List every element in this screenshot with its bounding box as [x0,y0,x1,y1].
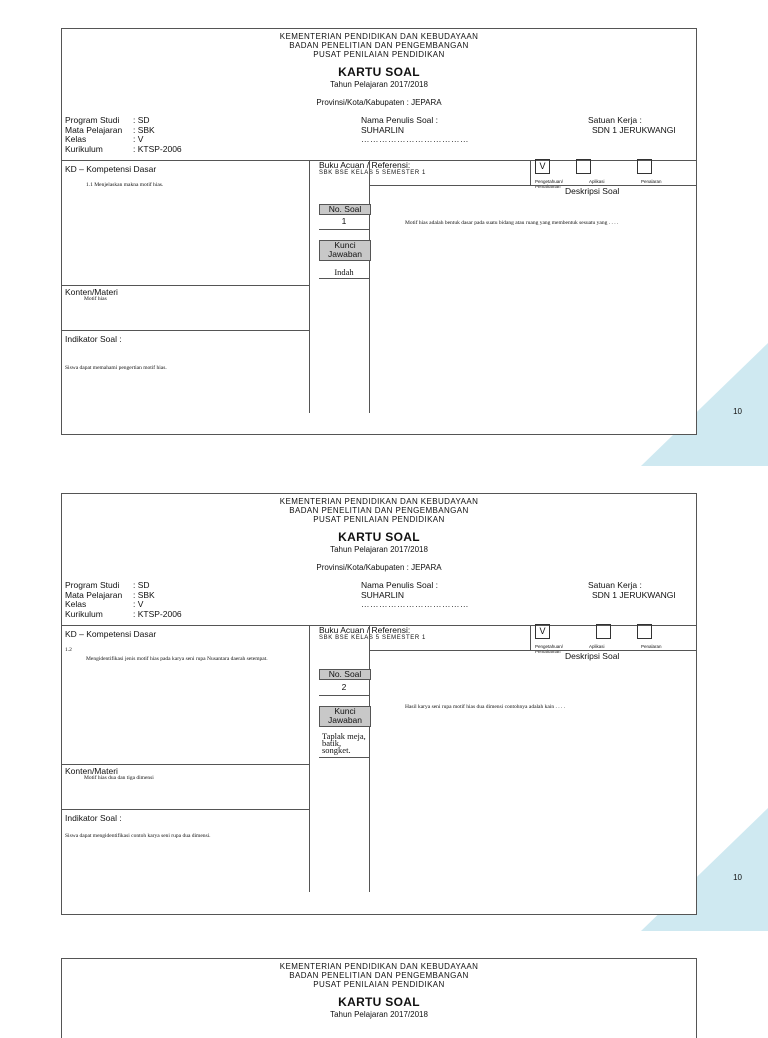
rule [319,278,369,279]
question-card [61,28,697,435]
question-number: 1 [341,216,347,226]
school-year: Tahun Pelajaran 2017/2018 [330,80,428,89]
checkbox-penalaran[interactable] [637,624,652,639]
description-title: Deskripsi Soal [565,186,620,196]
card-header [62,494,696,524]
description-header [370,650,696,661]
center-line: PUSAT PENILAIAN PENDIDIKAN [313,515,445,524]
pengetahuan-label: Pengetahuan/ Pemahaman [535,179,564,189]
answer-key-label: Kunci Jawaban [319,240,371,261]
kd-number: 1.2 [65,647,72,653]
curriculum-label: Kurikulum [65,608,103,619]
checkbox-pengetahuan[interactable]: V [535,624,550,639]
checkbox-pengetahuan[interactable]: V [535,159,550,174]
page-number: 10 [733,407,742,416]
pengetahuan-label: Pengetahuan/ Pemahaman [535,644,564,654]
page-number: 10 [733,873,742,882]
content-text: Motif hias dua dan tiga dimensi [84,775,154,781]
class-label: Kelas [65,599,87,609]
work-unit-value: SDN 1 JERUKWANGI [592,124,676,135]
class-value: : V [133,599,144,609]
card-title: KARTU SOAL [338,995,420,1009]
content-label: Konten/Materi [65,287,118,297]
reference-text: SBK BSE KELAS 5 SEMESTER 1 [319,170,426,176]
center-line: PUSAT PENILAIAN PENDIDIKAN [313,980,445,989]
reference [319,161,426,177]
divider [530,626,531,650]
kd-text: Mengidentifikasi jenis motif hias pada karya seni rupa Nusantara daerah setempat. [86,656,268,662]
class-value: : V [133,134,144,144]
card-header [62,29,696,59]
question-card [61,958,697,1038]
author-label: Nama Penulis Soal : [361,115,439,125]
kd-column [62,626,310,892]
province: Provinsi/Kota/Kabupaten : JEPARA [316,563,442,572]
subject-value: : SBK [133,124,155,135]
program-value: : SD [133,115,150,125]
program-label: Program Studi [65,115,120,125]
province: Provinsi/Kota/Kabupaten : JEPARA [316,98,442,107]
question-number-label: No. Soal [319,204,371,215]
penalaran-label: Penalaran [641,644,662,649]
indicator-text: Siswa dapat memahami pengertian motif hias. [65,365,167,371]
indicator-section [62,330,309,372]
agency-line: BADAN PENELITIAN DAN PENGEMBANGAN [289,506,469,515]
content-text: Motif hias [84,296,107,302]
card-body [62,625,696,892]
work-unit-label: Satuan Kerja : [588,115,642,125]
column-divider [369,626,370,892]
rule [319,757,369,758]
center-line: PUSAT PENILAIAN PENDIDIKAN [313,50,445,59]
description-title: Deskripsi Soal [565,651,620,661]
work-unit-label: Satuan Kerja : [588,580,642,590]
checkbox-aplikasi[interactable] [596,624,611,639]
aplikasi-label: Aplikasi [589,179,605,184]
kd-label: KD – Kompetensi Dasar [65,164,157,174]
aplikasi-label: Aplikasi [589,644,605,649]
card-info [62,581,696,625]
program-label: Program Studi [65,580,120,590]
kd-label: KD – Kompetensi Dasar [65,629,157,639]
author-name: SUHARLIN [361,589,404,600]
subject-label: Mata Pelajaran [65,589,123,600]
ministry-line: KEMENTERIAN PENDIDIKAN DAN KEBUDAYAAN [279,497,479,506]
indicator-section [62,809,309,840]
question-card [61,493,697,915]
content-section [62,285,309,303]
curriculum-value: : KTSP-2006 [133,143,182,154]
kd-text: 1.1 Menjelaskan makna motif hias. [86,182,164,188]
indicator-label: Indikator Soal : [65,334,122,344]
reference-label: Buku Acuan / Referensi: [319,160,411,170]
kd-column [62,161,310,413]
card-header [62,959,696,989]
agency-line: BADAN PENELITIAN DAN PENGEMBANGAN [289,41,469,50]
curriculum-value: : KTSP-2006 [133,608,182,619]
author-name: SUHARLIN [361,124,404,135]
author-label: Nama Penulis Soal : [361,580,439,590]
curriculum-label: Kurikulum [65,143,103,154]
card-body [62,160,696,413]
card-title: KARTU SOAL [338,65,420,79]
answer-key: Taplak meja, batik, songket. [322,731,366,755]
card-info [62,116,696,160]
work-unit-value: SDN 1 JERUKWANGI [592,589,676,600]
ministry-line: KEMENTERIAN PENDIDIKAN DAN KEBUDAYAAN [279,32,479,41]
penalaran-label: Penalaran [641,179,662,184]
class-label: Kelas [65,134,87,144]
ministry-line: KEMENTERIAN PENDIDIKAN DAN KEBUDAYAAN [279,962,479,971]
question-number: 2 [341,682,347,692]
reference-label: Buku Acuan / Referensi: [319,625,411,635]
answer-key-label: Kunci Jawaban [319,706,371,727]
school-year: Tahun Pelajaran 2017/2018 [330,545,428,554]
question-text: Motif hias adalah bentuk dasar pada suatu bidang atau ruang yang membentuk sesuatu yang . . . . [405,220,619,226]
divider [530,161,531,185]
content-section [62,764,309,782]
indicator-text: Siswa dapat mengidentifikasi contoh karya seni rupa dua dimensi. [65,833,211,839]
dotted-line: ……………………………… [361,599,469,609]
reference-text: SBK BSE KELAS 5 SEMESTER 1 [319,635,426,641]
indicator-label: Indikator Soal : [65,813,122,823]
checkbox-aplikasi[interactable] [576,159,591,174]
content-label: Konten/Materi [65,766,118,776]
description-header [370,185,696,196]
school-year: Tahun Pelajaran 2017/2018 [330,1010,428,1019]
reference [319,626,426,642]
question-number-label: No. Soal [319,669,371,680]
checkbox-penalaran[interactable] [637,159,652,174]
column-divider [369,161,370,413]
dotted-line: ……………………………… [361,134,469,144]
question-text: Hasil karya seni rupa motif hias dua dimensi contohnya adalah kain . . . . [405,704,566,710]
subject-value: : SBK [133,589,155,600]
card-title: KARTU SOAL [338,530,420,544]
subject-label: Mata Pelajaran [65,124,123,135]
rule [319,695,369,696]
agency-line: BADAN PENELITIAN DAN PENGEMBANGAN [289,971,469,980]
answer-key: Indah [334,267,354,277]
program-value: : SD [133,580,150,590]
rule [319,229,369,230]
